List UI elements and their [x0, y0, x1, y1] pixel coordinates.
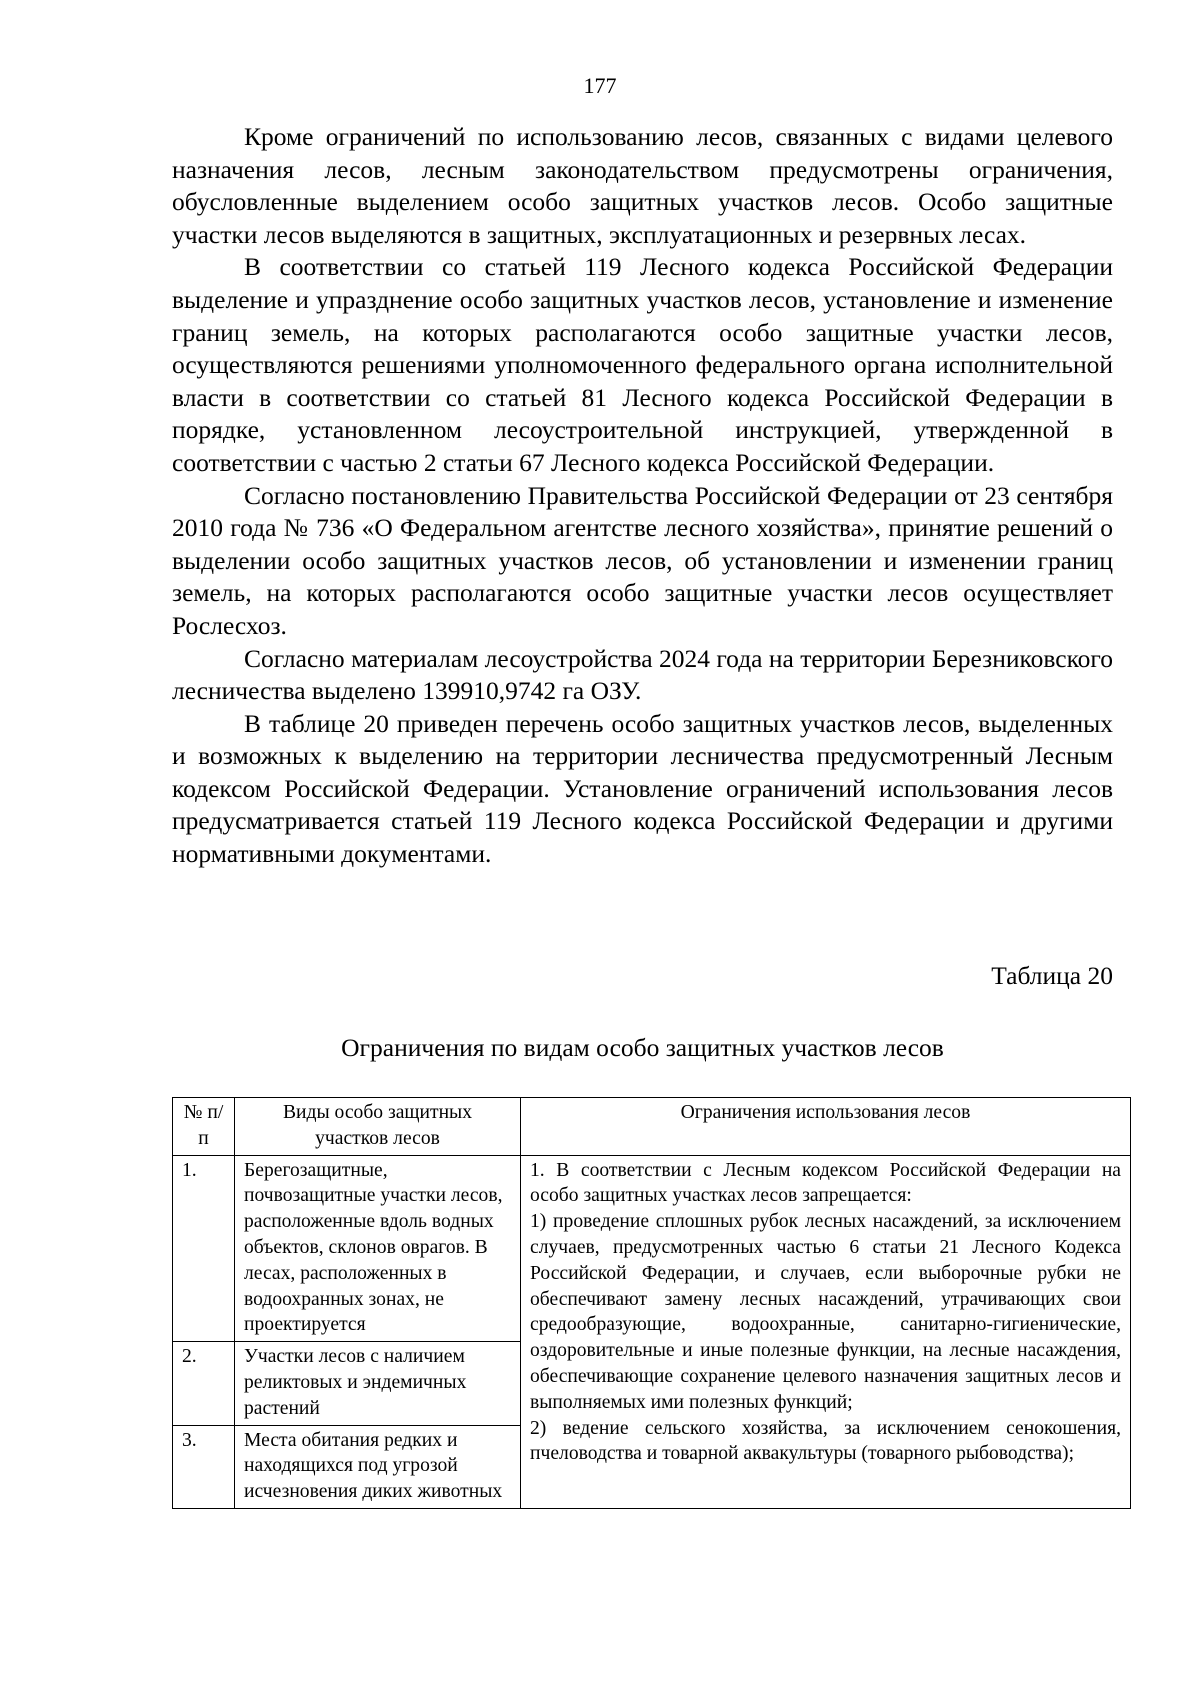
restrictions-table [172, 1097, 1131, 1509]
paragraph: В таблице 20 приведен перечень особо защитных участков лесов, выделенных и возможных к выделению на территории лесничества предусмотренный Лесным кодексом Российской Федерации. Установление ограничений использования лесов предусматривается статьей 119 Лесного кодекса Российской Федерации и другими нормативными документами. [172, 708, 1113, 869]
paragraph: Согласно материалам лесоустройства 2024 года на территории Березниковского лесничества выделено 139910,9742 га ОЗУ. [172, 643, 1113, 706]
limits-paragraph: 1) проведение сплошных рубок лесных насаждений, за исключением случаев, предусмотренных частью 6 статьи 21 Лесного Кодекса Российской Федерации, и случаев, если выборочные рубки не обеспечивают замену лесных насаждений, утрачивающих свои средообразующие, водоохранные, санитарно-гигиенические, оздоровительные и иные полезные функции, на лесные насаждения, обеспечивающие сохранение целевого назначения защитных лесов и выполняемых ими полезных функций; [530, 1211, 1121, 1413]
header-number: № п/п [173, 1098, 235, 1156]
header-kind: Виды особо защитных участков лесов [235, 1098, 521, 1156]
row-kind: Берегозащитные, почвозащитные участки лесов, расположенные вдоль водных объектов, склонов оврагов. В лесах, расположенных в водоохранных зонах, не проектируется [235, 1155, 521, 1342]
table-header-row [173, 1098, 1131, 1156]
paragraph: Согласно постановлению Правительства Российской Федерации от 23 сентября 2010 года № 736 «О Федеральном агентстве лесного хозяйства», принятие решений о выделении особо защитных участков лесов, об установлении и изменении границ земель, на которых располагаются особо защитные участки лесов осуществляет Рослесхоз. [172, 480, 1113, 640]
row-number: 2. [173, 1342, 235, 1425]
table-row [173, 1155, 1131, 1342]
row-number: 3. [173, 1425, 235, 1508]
paragraph: В соответствии со статьей 119 Лесного кодекса Российской Федерации выделение и упразднение особо защитных участков лесов, установление и изменение границ земель, на которых располагаются особо защитные участки лесов, осуществляются решениями уполномоченного федерального органа исполнительной власти в соответствии со статьей 81 Лесного кодекса Российской Федерации в порядке, установленном лесоустроительной инструкцией, утвержденной в соответствии с частью 2 статьи 67 Лесного кодекса Российской Федерации. [172, 252, 1113, 477]
table-caption: Таблица 20 [991, 961, 1113, 990]
limits-cell [521, 1155, 1131, 1508]
row-number: 1. [173, 1155, 235, 1342]
body-text [172, 121, 1113, 871]
row-kind: Участки лесов с наличием реликтовых и эндемичных растений [235, 1342, 521, 1425]
limits-paragraph: 2) ведение сельского хозяйства, за исключением сенокошения, пчеловодства и товарной аквакультуры (товарного рыбоводства); [530, 1417, 1121, 1465]
row-kind: Места обитания редких и находящихся под угрозой исчезновения диких животных [235, 1425, 521, 1508]
limits-paragraph: 1. В соответствии с Лесным кодексом Российской Федерации на особо защитных участках лесов запрещается: [530, 1159, 1121, 1207]
paragraph: Кроме ограничений по использованию лесов, связанных с видами целевого назначения лесов, лесным законодательством предусмотрены ограничения, обусловленные выделением особо защитных участков лесов. Особо защитные участки лесов выделяются в защитных, эксплуатационных и резервных лесах. [172, 122, 1113, 249]
header-limits: Ограничения использования лесов [521, 1098, 1131, 1156]
table-title: Ограничения по видам особо защитных участков лесов [341, 1033, 944, 1062]
page-number: 177 [583, 73, 617, 98]
